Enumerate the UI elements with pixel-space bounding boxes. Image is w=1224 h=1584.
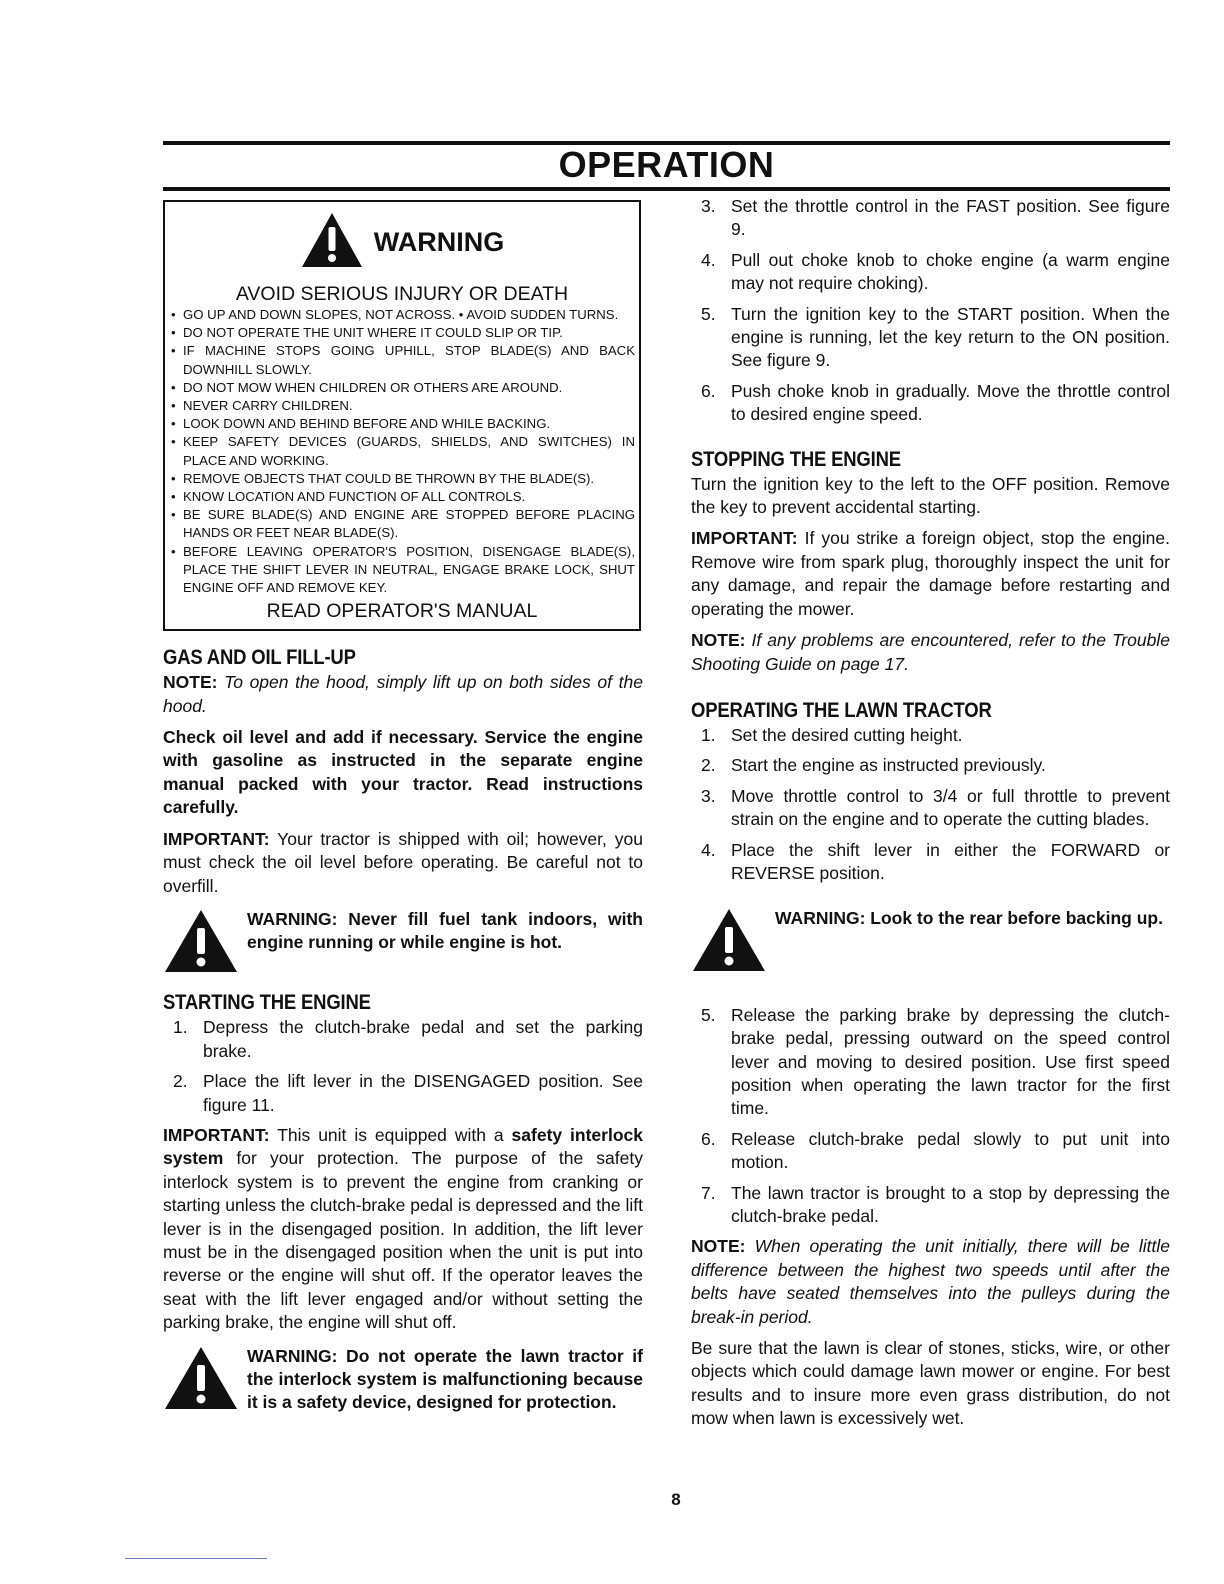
operating-final-para: Be sure that the lawn is clear of stones, sticks, wire, or other objects which could damage lawn mower or engine. For best results and to insure more even grass distribution, do not mow when lawn is excessively wet. — [691, 1338, 1170, 1429]
important-label: IMPORTANT: — [163, 828, 270, 849]
step-text: Start the engine as instructed previously. — [731, 755, 1046, 776]
step-number: 2. — [173, 1071, 188, 1092]
page-number: 8 — [671, 1490, 681, 1509]
warning-list — [165, 306, 639, 597]
starting-steps — [163, 1016, 643, 1117]
step-item — [691, 839, 1170, 886]
title-rule — [163, 187, 1170, 191]
step-number: 3. — [701, 785, 716, 806]
left-column — [163, 200, 643, 1427]
stopping-heading: STOPPING THE ENGINE — [691, 447, 901, 471]
interlock-important — [163, 1124, 643, 1335]
step-number: 5. — [701, 1004, 716, 1025]
warning-item: • KEEP SAFETY DEVICES (GUARDS, SHIELDS, AND SWITCHES) IN PLACE AND WORKING. — [169, 433, 635, 469]
step-item — [691, 1128, 1170, 1175]
warning-triangle-icon — [163, 908, 239, 980]
step-item — [691, 754, 1170, 777]
operating-steps — [691, 724, 1170, 885]
warning-item: • IF MACHINE STOPS GOING UPHILL, STOP BLADE(S) AND BACK DOWNHILL SLOWLY. — [169, 342, 635, 378]
note-label: NOTE: — [691, 1236, 746, 1257]
stopping-note — [691, 629, 1170, 676]
warning-item: • GO UP AND DOWN SLOPES, NOT ACROSS. • AVOID SUDDEN TURNS. — [169, 306, 635, 324]
page-title: OPERATION — [558, 144, 775, 185]
warning-item: • LOOK DOWN AND BEHIND BEFORE AND WHILE BACKING. — [169, 415, 635, 433]
note-label: NOTE: — [691, 630, 746, 651]
right-column — [691, 195, 1170, 1439]
backing-warning-text: WARNING: Look to the rear before backing up. — [775, 908, 1163, 929]
step-text: Push choke knob in gradually. Move the throttle control to desired engine speed. — [731, 380, 1170, 425]
warning-item: • DO NOT OPERATE THE UNIT WHERE IT COULD SLIP OR TIP. — [169, 324, 635, 342]
step-item — [691, 380, 1170, 427]
step-item — [691, 1004, 1170, 1121]
note-text: If any problems are encountered, refer to the Trouble Shooting Guide on page 17. — [691, 630, 1170, 674]
gas-oil-heading: GAS AND OIL FILL-UP — [163, 646, 356, 670]
starting-heading: STARTING THE ENGINE — [163, 991, 371, 1015]
step-item — [691, 1182, 1170, 1229]
scan-artifact-line — [125, 1558, 267, 1559]
operating-note — [691, 1235, 1170, 1329]
step-text: Release the parking brake by depressing the clutch-brake pedal, pressing outward on the speed control lever and moving to desired position. Use first speed position when operating the lawn tractor for the first time. — [731, 1004, 1170, 1119]
important-text-cont: for your protection. The purpose of the safety interlock system is to prevent the engine from cranking or starting unless the clutch-brake pedal is depressed and the lift lever is in the disengaged position. In addition, the lift lever must be in the disengaged position when the unit is put into reverse or the engine will shut off. If the operator leaves the seat with the lift lever engaged and/or without setting the parking brake, the engine will shut off. — [163, 1148, 643, 1333]
interlock-term: safety interlock system — [163, 1124, 643, 1169]
warning-item: • BE SURE BLADE(S) AND ENGINE ARE STOPPED BEFORE PLACING HANDS OR FEET NEAR BLADE(S). — [169, 506, 635, 542]
step-item — [691, 724, 1170, 747]
stopping-important — [691, 527, 1170, 621]
step-number: 6. — [701, 380, 716, 401]
interlock-warning-text: WARNING: Do not operate the lawn tractor if the interlock system is malfunctioning because it is a safety device, designed for protection. — [247, 1345, 643, 1413]
warning-footer: READ OPERATOR'S MANUAL — [266, 600, 538, 623]
fuel-warning — [163, 908, 643, 980]
warning-header — [165, 212, 639, 274]
backing-warning — [691, 907, 1170, 979]
warning-item: • KNOW LOCATION AND FUNCTION OF ALL CONTROLS. — [169, 488, 635, 506]
warning-item: • NEVER CARRY CHILDREN. — [169, 397, 635, 415]
step-item — [163, 1016, 643, 1063]
warning-item: • DO NOT MOW WHEN CHILDREN OR OTHERS ARE AROUND. — [169, 379, 635, 397]
stopping-para: Turn the ignition key to the left to the OFF position. Remove the key to prevent accidental starting. — [691, 473, 1170, 518]
warning-subheading: AVOID SERIOUS INJURY OR DEATH — [235, 283, 569, 305]
note-label: NOTE: — [163, 672, 218, 693]
step-text: Move throttle control to 3/4 or full throttle to prevent strain on the engine and to operate the cutting blades. — [731, 785, 1170, 830]
step-text: Place the shift lever in either the FORWARD or REVERSE position. — [731, 839, 1170, 883]
step-number: 7. — [701, 1182, 716, 1203]
interlock-warning — [163, 1345, 643, 1417]
important-text: This unit is equipped with a — [269, 1124, 512, 1145]
step-number: 1. — [173, 1017, 188, 1038]
step-number: 1. — [701, 724, 716, 745]
fuel-warning-text: WARNING: Never fill fuel tank indoors, with engine running or while engine is hot. — [247, 908, 643, 953]
starting-steps-continued — [691, 195, 1170, 427]
step-text: Pull out choke knob to choke engine (a warm engine may not require choking). — [731, 249, 1170, 294]
step-number: 4. — [701, 249, 716, 270]
warning-triangle-icon — [163, 1345, 239, 1417]
step-item — [691, 785, 1170, 832]
warning-triangle-icon — [300, 211, 364, 275]
step-text: Turn the ignition key to the START position. When the engine is running, let the key return to the ON position. See figure 9. — [731, 303, 1170, 371]
step-text: The lawn tractor is brought to a stop by depressing the clutch-brake pedal. — [731, 1182, 1170, 1226]
step-text: Set the desired cutting height. — [731, 724, 963, 745]
warning-triangle-icon — [691, 907, 767, 979]
step-number: 2. — [701, 755, 716, 776]
step-number: 5. — [701, 303, 716, 324]
gas-oil-important — [163, 828, 643, 898]
warning-item: • BEFORE LEAVING OPERATOR'S POSITION, DISENGAGE BLADE(S), PLACE THE SHIFT LEVER IN NEUTRAL, ENGAGE BRAKE LOCK, SHUT ENGINE OFF AND REMOVE KEY. — [169, 543, 635, 598]
operating-heading: OPERATING THE LAWN TRACTOR — [691, 698, 992, 722]
important-label: IMPORTANT: — [163, 1124, 270, 1145]
gas-oil-instructions: Check oil level and add if necessary. Service the engine with gasoline as instructed in the separate engine manual packed with your tractor. Read instructions carefully. — [163, 727, 643, 818]
important-text: If you strike a foreign object, stop the engine. Remove wire from spark plug, thoroughly inspect the unit for any damage, and repair the damage before restarting and operating the mower. — [691, 528, 1170, 619]
note-text: To open the hood, simply lift up on both sides of the hood. — [163, 672, 643, 716]
important-label: IMPORTANT: — [691, 528, 798, 549]
step-text: Depress the clutch-brake pedal and set the parking brake. — [203, 1017, 643, 1061]
step-item — [691, 249, 1170, 296]
step-item — [163, 1070, 643, 1117]
safety-warning-box — [163, 200, 641, 631]
step-number: 6. — [701, 1128, 716, 1149]
step-text: Place the lift lever in the DISENGAGED position. See figure 11. — [203, 1071, 643, 1115]
step-text: Set the throttle control in the FAST position. See figure 9. — [731, 196, 1170, 240]
note-text: When operating the unit initially, there will be little difference between the highest two speeds until after the belts have seated themselves into the pulleys during the break-in period. — [691, 1236, 1170, 1327]
gas-oil-note — [163, 671, 643, 718]
important-text: Your tractor is shipped with oil; however, you must check the oil level before operating. Be careful not to overfill. — [163, 828, 643, 896]
operating-steps-continued — [691, 1004, 1170, 1229]
step-item — [691, 195, 1170, 242]
warning-item: • REMOVE OBJECTS THAT COULD BE THROWN BY THE BLADE(S). — [169, 470, 635, 488]
warning-heading: WARNING — [373, 227, 505, 258]
step-text: Release clutch-brake pedal slowly to put unit into motion. — [731, 1128, 1170, 1173]
step-item — [691, 303, 1170, 373]
step-number: 3. — [701, 196, 716, 216]
step-number: 4. — [701, 839, 716, 860]
